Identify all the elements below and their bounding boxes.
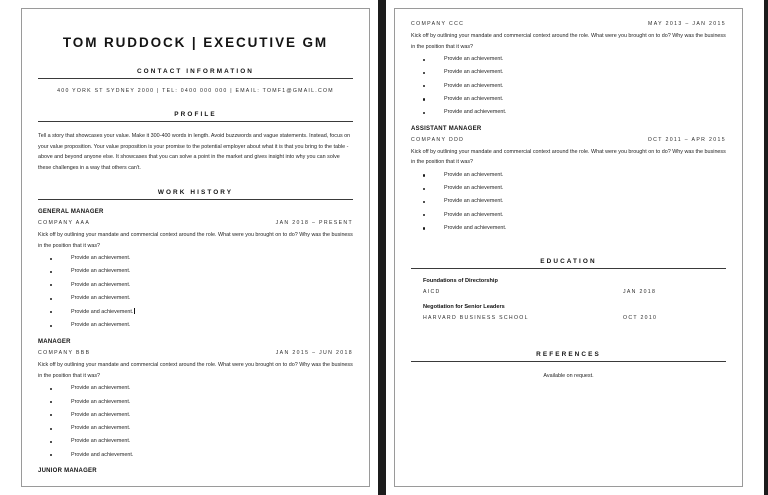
contact-information-line[interactable]: 400 YORK ST SYDNEY 2000 | TEL: 0400 000 000 | EMAIL: TOMF1@GMAIL.COM [57,88,334,94]
profile-paragraph[interactable]: Tell a story that showcases your value. Make it 300-400 words in length. Avoid buzzwords and vague statements. Instead, focus on your value proposition. Your value proposition is your promise to the potential employer about what it is that you bring to the table - above and beyond anyone else. It showcases that you can solve a point in the market and gives insight into why you can solve these challenges in a way that others can't. [38,133,351,171]
achievement-item[interactable]: Provide an achievement. [411,212,726,219]
job-company: COMPANY BBB [38,350,91,357]
job-summary[interactable]: Kick off by outlining your mandate and commercial context around the role. What were you brought on to do? Why was the business in the position that it was? [411,148,726,166]
education-institution: HARVARD BUSINESS SCHOOL [423,314,529,321]
achievement-item[interactable]: Provide an achievement. [38,412,353,419]
achievement-item[interactable]: Provide an achievement. [411,69,726,76]
job-summary[interactable]: Kick off by outlining your mandate and commercial context around the role. What were you brought on to do? Why was the business in the position that it was? [38,232,353,249]
section-heading-contact-information: CONTACT INFORMATION [38,68,353,79]
section-heading-profile: PROFILE [38,111,353,122]
achievement-item[interactable]: Provide an achievement. [411,96,726,103]
education-date: OCT 2010 [623,314,658,321]
job-title: JUNIOR MANAGER [38,468,97,475]
references-text: Available on request. [543,372,594,379]
achievement-item[interactable]: Provide an achievement. [38,255,353,262]
section-heading-education: EDUCATION [411,258,726,269]
resume-page-1[interactable] [0,0,378,495]
achievement-item[interactable]: Provide an achievement. [38,385,353,392]
achievement-item[interactable]: Provide an achievement. [38,268,353,275]
job-company: COMPANY DDD [411,136,465,143]
achievement-item[interactable]: Provide an achievement. [411,172,726,179]
education-institution: AICD [423,288,441,295]
job-summary[interactable]: Kick off by outlining your mandate and commercial context around the role. What were you brought on to do? Why was the business in the position that it was? [411,33,726,50]
achievement-item[interactable]: Provide an achievement. [38,295,353,302]
education-entry[interactable] [411,304,726,321]
section-heading-work-history: WORK HISTORY [38,189,353,200]
page-1-sheet[interactable] [21,8,370,487]
job-entry-junior-manager-continued[interactable] [411,21,726,116]
page-title: TOM RUDDOCK | EXECUTIVE GM [62,35,329,50]
references-section [411,351,726,379]
achievement-item[interactable]: Provide an achievement. [411,83,726,90]
education-course-name: Foundations of Directorship [423,277,498,284]
job-meta [411,21,726,27]
achievement-list [38,385,353,458]
achievement-item[interactable]: Provide an achievement. [411,185,726,192]
achievement-item[interactable]: Provide an achievement. [38,399,353,406]
job-dates: OCT 2011 – APR 2015 [647,136,726,143]
job-dates: MAY 2013 – JAN 2015 [648,21,726,27]
education-date: JAN 2018 [623,288,657,295]
achievement-item[interactable]: Provide and achievement. [411,225,726,232]
page-2-sheet[interactable] [394,8,743,487]
achievement-item[interactable]: Provide an achievement. [411,198,726,205]
job-meta [411,137,726,143]
achievement-item[interactable]: Provide an achievement. [411,56,726,63]
job-title: ASSISTANT MANAGER [411,125,482,132]
job-company: COMPANY CCC [411,21,465,27]
job-meta [38,220,353,226]
achievement-list [411,172,726,232]
education-entry[interactable] [411,278,726,295]
education-course-name: Negotiation for Senior Leaders [423,303,505,310]
job-title: MANAGER [38,339,71,346]
job-company: COMPANY AAA [38,220,91,227]
job-entry-manager[interactable] [38,339,353,458]
achievement-item[interactable]: Provide an achievement. [38,425,353,432]
job-entry-junior-manager[interactable] [38,468,353,474]
job-entry-assistant-manager[interactable] [411,126,726,232]
job-title: GENERAL MANAGER [38,209,104,216]
job-dates: JAN 2018 – PRESENT [275,220,353,227]
resume-page-2[interactable] [386,0,764,495]
achievement-item[interactable]: Provide an achievement. [38,438,353,445]
job-summary[interactable]: Kick off by outlining your mandate and commercial context around the role. What were you brought on to do? Why was the business in the position that it was? [38,362,353,379]
section-heading-references: REFERENCES [411,351,726,362]
job-entry-general-manager[interactable] [38,209,353,329]
text-cursor [134,308,135,314]
job-meta [38,350,353,356]
education-meta [423,315,726,321]
education-section [411,258,726,321]
achievement-item[interactable]: Provide an achievement. [38,282,353,289]
education-meta [423,289,726,295]
job-dates: JAN 2015 – JUN 2018 [275,350,353,357]
achievement-item[interactable]: Provide and achievement. [38,452,353,459]
achievement-item[interactable]: Provide an achievement. [38,322,353,329]
achievement-list [38,255,353,329]
achievement-item[interactable]: Provide and achievement. [411,109,726,116]
achievement-list [411,56,726,116]
achievement-item[interactable]: Provide and achievement. [38,308,353,316]
